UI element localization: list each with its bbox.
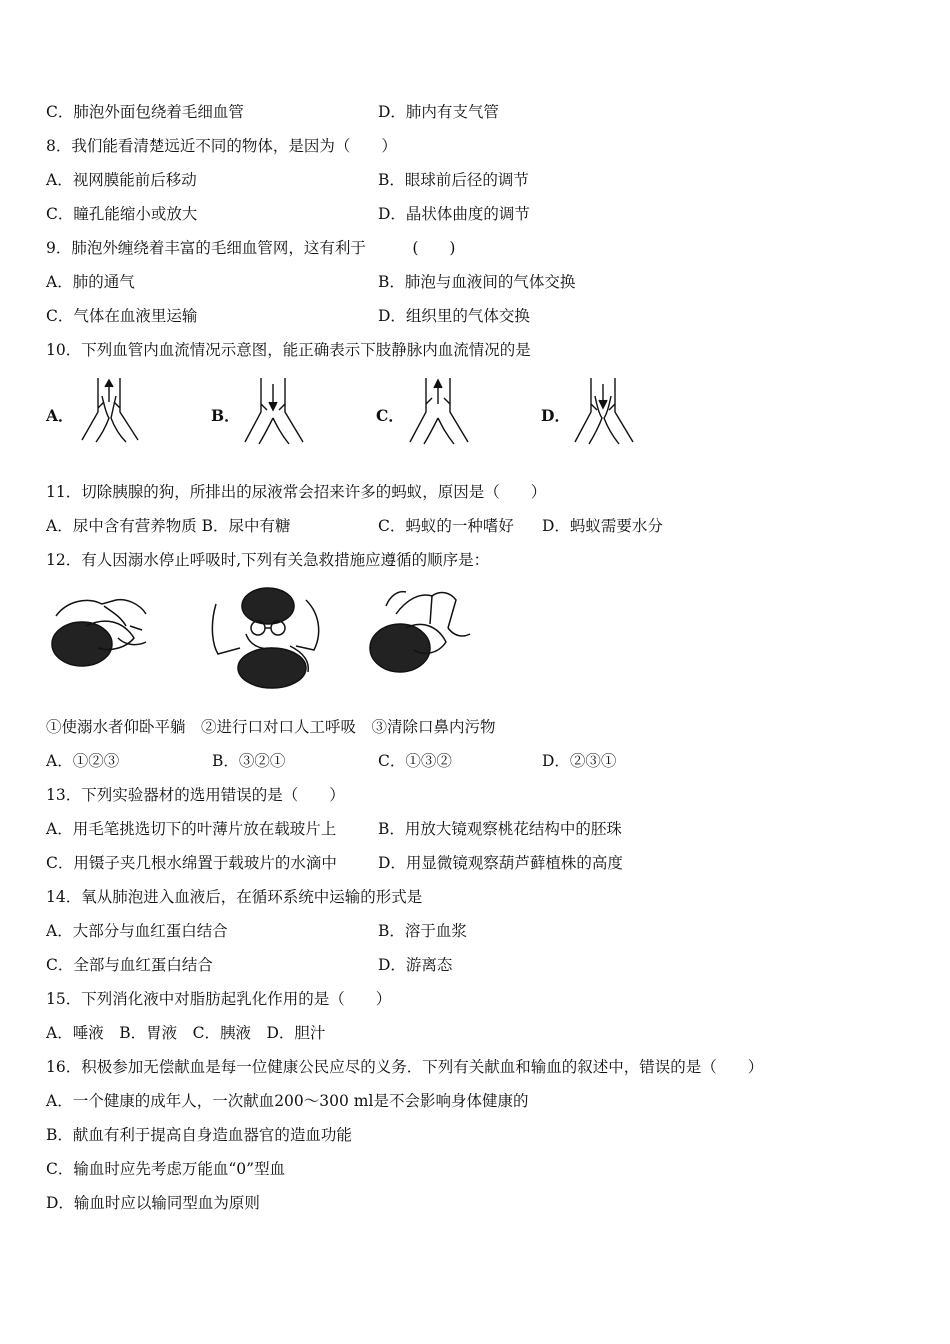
q13-row2 bbox=[46, 852, 623, 874]
q15-options: A．唾液 B．胃液 C．胰液 D．胆汁 bbox=[46, 1024, 326, 1042]
q11-stem: 11．切除胰腺的狗，所排出的尿液常会招来许多的蚂蚁，原因是（ ） bbox=[46, 483, 547, 501]
q9-stem: 9．肺泡外缠绕着丰富的毛细血管网，这有利于 ( ) bbox=[46, 239, 456, 257]
q14-row2 bbox=[46, 954, 453, 976]
q7-option-d: D．肺内有支气管 bbox=[378, 103, 499, 121]
q8-option-d: D．晶状体曲度的调节 bbox=[378, 205, 530, 223]
q14-option-b: B．溶于血浆 bbox=[378, 922, 467, 940]
q16-option-c: C．输血时应先考虑万能血“0”型血 bbox=[46, 1160, 286, 1178]
q14-option-d: D．游离态 bbox=[378, 956, 453, 974]
q9-row1 bbox=[46, 271, 576, 293]
q12-options bbox=[46, 750, 617, 772]
q13-option-d: D．用显微镜观察葫芦藓植株的高度 bbox=[378, 854, 623, 872]
q12-option-c: C．①③② bbox=[378, 752, 452, 770]
q13-row1 bbox=[46, 818, 622, 840]
vessel-diagram-icon bbox=[241, 374, 311, 452]
q14-row1 bbox=[46, 920, 467, 942]
q9-option-c: C．气体在血液里运输 bbox=[46, 307, 198, 325]
q10-label-a: A． bbox=[46, 406, 74, 425]
q15-stem: 15．下列消化液中对脂肪起乳化作用的是（ ） bbox=[46, 990, 392, 1008]
q12-steps: ①使溺水者仰卧平躺 ②进行口对口人工呼吸 ③清除口鼻内污物 bbox=[46, 718, 496, 736]
q16-option-b: B．献血有利于提高自身造血器官的造血功能 bbox=[46, 1126, 352, 1144]
q10-figures bbox=[46, 374, 666, 454]
q8-row1 bbox=[46, 169, 529, 191]
q12-option-d: D．②③① bbox=[542, 752, 617, 770]
q9-option-a: A．肺的通气 bbox=[46, 273, 135, 291]
q13-option-c: C．用镊子夹几根水绵置于载玻片的水滴中 bbox=[46, 854, 337, 872]
q10-stem: 10．下列血管内血流情况示意图，能正确表示下肢静脉内血流情况的是 bbox=[46, 341, 531, 359]
vessel-diagram-icon bbox=[571, 374, 641, 452]
q8-option-b: B．眼球前后径的调节 bbox=[378, 171, 529, 189]
q8-stem: 8．我们能看清楚远近不同的物体，是因为（ ） bbox=[46, 137, 397, 155]
q12-stem: 12．有人因溺水停止呼吸时,下列有关急救措施应遵循的顺序是： bbox=[46, 551, 490, 569]
q13-option-a: A．用毛笔挑选切下的叶薄片放在载玻片上 bbox=[46, 820, 337, 838]
q14-option-c: C．全部与血红蛋白结合 bbox=[46, 956, 213, 974]
q10-label-d: D． bbox=[541, 406, 570, 425]
q13-stem: 13．下列实验器材的选用错误的是（ ） bbox=[46, 786, 345, 804]
q14-stem: 14．氧从肺泡进入血液后，在循环系统中运输的形式是 bbox=[46, 888, 423, 906]
q12-option-b: B．③②① bbox=[212, 752, 286, 770]
q8-row2 bbox=[46, 203, 530, 225]
q9-row2 bbox=[46, 305, 530, 327]
vessel-diagram-icon bbox=[406, 374, 476, 452]
q13-option-b: B．用放大镜观察桃花结构中的胚珠 bbox=[378, 820, 622, 838]
mouth-to-mouth-illustration-icon bbox=[206, 584, 326, 694]
q11-option-c: C．蚂蚁的一种嗜好 bbox=[378, 517, 514, 535]
q12-option-a: A．①②③ bbox=[46, 752, 120, 770]
q7-options bbox=[46, 101, 499, 123]
q9-option-d: D．组织里的气体交换 bbox=[378, 307, 530, 325]
q14-option-a: A．大部分与血红蛋白结合 bbox=[46, 922, 228, 940]
tilt-head-illustration-icon bbox=[46, 586, 156, 676]
q7-option-c: C．肺泡外面包绕着毛细血管 bbox=[46, 103, 244, 121]
q12-rescue-illustrations bbox=[46, 584, 506, 694]
q11-options bbox=[46, 515, 663, 537]
q16-option-a: A．一个健康的成年人，一次献血200～300 ml是不会影响身体健康的 bbox=[46, 1092, 529, 1110]
q9-option-b: B．肺泡与血液间的气体交换 bbox=[378, 273, 576, 291]
q8-option-c: C．瞳孔能缩小或放大 bbox=[46, 205, 198, 223]
clear-airway-illustration-icon bbox=[366, 584, 476, 684]
q10-label-b: B． bbox=[211, 406, 240, 425]
q16-option-d: D．输血时应以输同型血为原则 bbox=[46, 1194, 260, 1212]
q11-option-d: D．蚂蚁需要水分 bbox=[542, 517, 663, 535]
q16-stem: 16．积极参加无偿献血是每一位健康公民应尽的义务．下列有关献血和输血的叙述中，错误的是（ ） bbox=[46, 1058, 764, 1076]
q8-option-a: A．视网膜能前后移动 bbox=[46, 171, 197, 189]
vessel-diagram-icon bbox=[76, 374, 146, 452]
q11-option-ab: A．尿中含有营养物质 B．尿中有糖 bbox=[46, 517, 291, 535]
q10-label-c: C． bbox=[376, 406, 404, 425]
